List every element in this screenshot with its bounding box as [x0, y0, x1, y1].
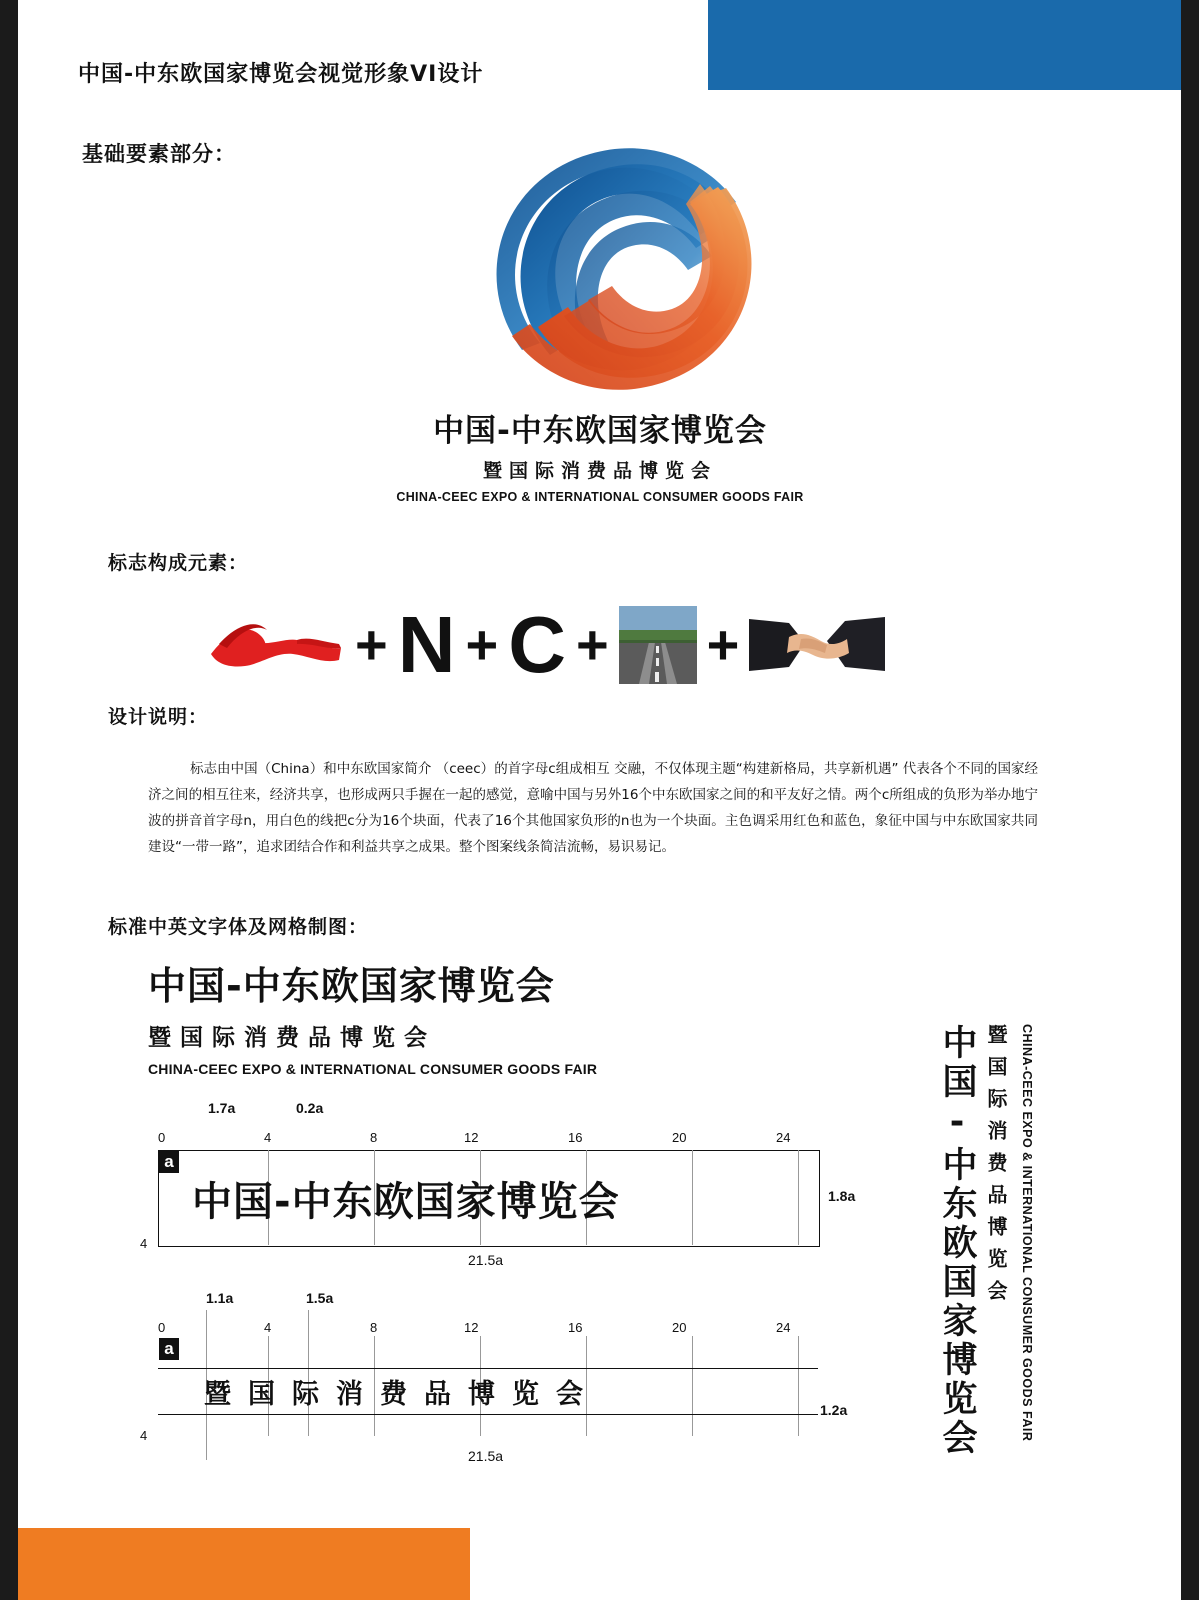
grid-bottom-tick-y4: 4: [140, 1428, 148, 1443]
typography-cn-main: 中国-中东欧国家博览会: [148, 964, 555, 1008]
road-photo: [619, 606, 697, 684]
handshake-photo: [749, 609, 885, 681]
plus-3: +: [575, 613, 609, 676]
design-note-body: [148, 756, 1038, 860]
section-label-typography: 标准中英文字体及网格制图：: [108, 916, 369, 938]
grid-top-tick-12: 12: [464, 1130, 479, 1145]
grid-bottom-left-offset-label: 1.1a: [206, 1290, 234, 1306]
vertical-cn-main: 中国-中东欧国家博览会: [937, 1024, 977, 1458]
page-left-border: [0, 0, 18, 1600]
page-title: 中国-中东欧国家博览会视觉形象VI设计: [78, 62, 484, 87]
grid-top-tick-8: 8: [370, 1130, 378, 1145]
grid-bottom-tick-8: 8: [370, 1320, 378, 1335]
grid-bottom-tick-4: 4: [264, 1320, 272, 1335]
section-label-basic-elements: 基础要素部分：: [82, 142, 236, 166]
section-label-logo-elements: 标志构成元素：: [108, 552, 249, 574]
grid-top-vline-24: [798, 1150, 799, 1245]
vertical-cn-sub: 暨国际消费品博览会: [984, 1024, 1008, 1312]
grid-bottom-sample-text: 暨国际消费品博览会: [204, 1379, 600, 1410]
logo-wordmark: [390, 405, 810, 504]
logo-cn-sub: 暨国际消费品博览会: [482, 460, 717, 482]
letter-c: C: [508, 600, 566, 689]
grid-top-gap-label: 0.2a: [296, 1100, 324, 1116]
grid-bottom-gap-label: 1.5a: [306, 1290, 334, 1306]
grid-top-width-label: 21.5a: [468, 1252, 504, 1268]
grid-top-sample-text: 中国-中东欧国家博览会: [192, 1179, 620, 1225]
grid-top-tick-4: 4: [264, 1130, 272, 1145]
grid-bottom-hline-bottom: [158, 1414, 818, 1415]
plus-2: +: [465, 613, 499, 676]
grid-bottom-vline-20: [692, 1336, 693, 1436]
grid-bottom-width-label: 21.5a: [468, 1448, 504, 1464]
grid-top-tick-y4: 4: [140, 1236, 148, 1251]
grid-top-tick-16: 16: [568, 1130, 583, 1145]
vertical-lockup: [920, 1010, 1080, 1460]
typography-sample: [148, 955, 597, 1077]
grid-bottom-tick-20: 20: [672, 1320, 687, 1335]
vertical-en-line: CHINA-CEEC EXPO & INTERNATIONAL CONSUMER GOODS FAIR: [1020, 1024, 1034, 1442]
page-right-border: [1181, 0, 1199, 1600]
typography-cn-sub: 暨国际消费品博览会: [148, 1025, 436, 1051]
grid-top-tick-0: 0: [158, 1130, 166, 1145]
letter-n: N: [397, 600, 456, 689]
plus-4: +: [706, 613, 740, 676]
logo-mark-svg: [400, 140, 800, 410]
logo-mark: [400, 140, 800, 410]
header-blue-block: [708, 0, 1181, 90]
logo-en-line: CHINA-CEEC EXPO & INTERNATIONAL CONSUMER GOODS FAIR: [396, 490, 804, 504]
plus-1: +: [355, 613, 388, 676]
grid-diagram-bottom: [140, 1290, 888, 1470]
grid-top-height-label: 1.8a: [828, 1188, 856, 1204]
design-note-paragraph: 标志由中国（China）和中东欧国家简介 （ceec）的首字母c组成相互 交融，不仅体现主题“构建新格局，共享新机遇” 代表各个不同的国家经济之间的相互往来，经济共享，也形成两只手握在一起的感觉，意喻中国与另外16个中东欧国家之间的和平友好之情。两个c所组成的负形为举办地宁波的拼音首字母n，用白色的线把c分为16个块面，代表了16个其他国家负形的n也为一个块面。主色调采用红色和蓝色，象征中国与中东欧国家共同建设“一带一路”，追求团结合作和利益共享之成果。整个图案线条简洁流畅，易识易记。: [148, 761, 1038, 855]
grid-bottom-vline-24: [798, 1336, 799, 1436]
grid-top-tick-24: 24: [776, 1130, 791, 1145]
grid-top-vline-20: [692, 1150, 693, 1245]
ribbon-icon: [205, 610, 345, 680]
footer-orange-block: [18, 1528, 470, 1600]
grid-bottom-tick-16: 16: [568, 1320, 583, 1335]
grid-top-unit-marker: a: [159, 1151, 179, 1173]
grid-bottom-tick-24: 24: [776, 1320, 791, 1335]
grid-diagram-top: [140, 1100, 888, 1270]
typography-en-line: CHINA-CEEC EXPO & INTERNATIONAL CONSUMER GOODS FAIR: [148, 1061, 598, 1077]
grid-top-tick-20: 20: [672, 1130, 687, 1145]
grid-top-left-offset-label: 1.7a: [208, 1100, 236, 1116]
section-label-design-note: 设计说明：: [108, 706, 209, 728]
grid-bottom-hline-top: [158, 1368, 818, 1369]
grid-bottom-tick-0: 0: [158, 1320, 166, 1335]
logo-elements-row: [205, 595, 1005, 695]
grid-bottom-tick-12: 12: [464, 1320, 479, 1335]
grid-bottom-unit-marker: a: [159, 1338, 179, 1360]
grid-bottom-height-label: 1.2a: [820, 1402, 848, 1418]
logo-cn-main: 中国-中东欧国家博览会: [433, 413, 767, 449]
